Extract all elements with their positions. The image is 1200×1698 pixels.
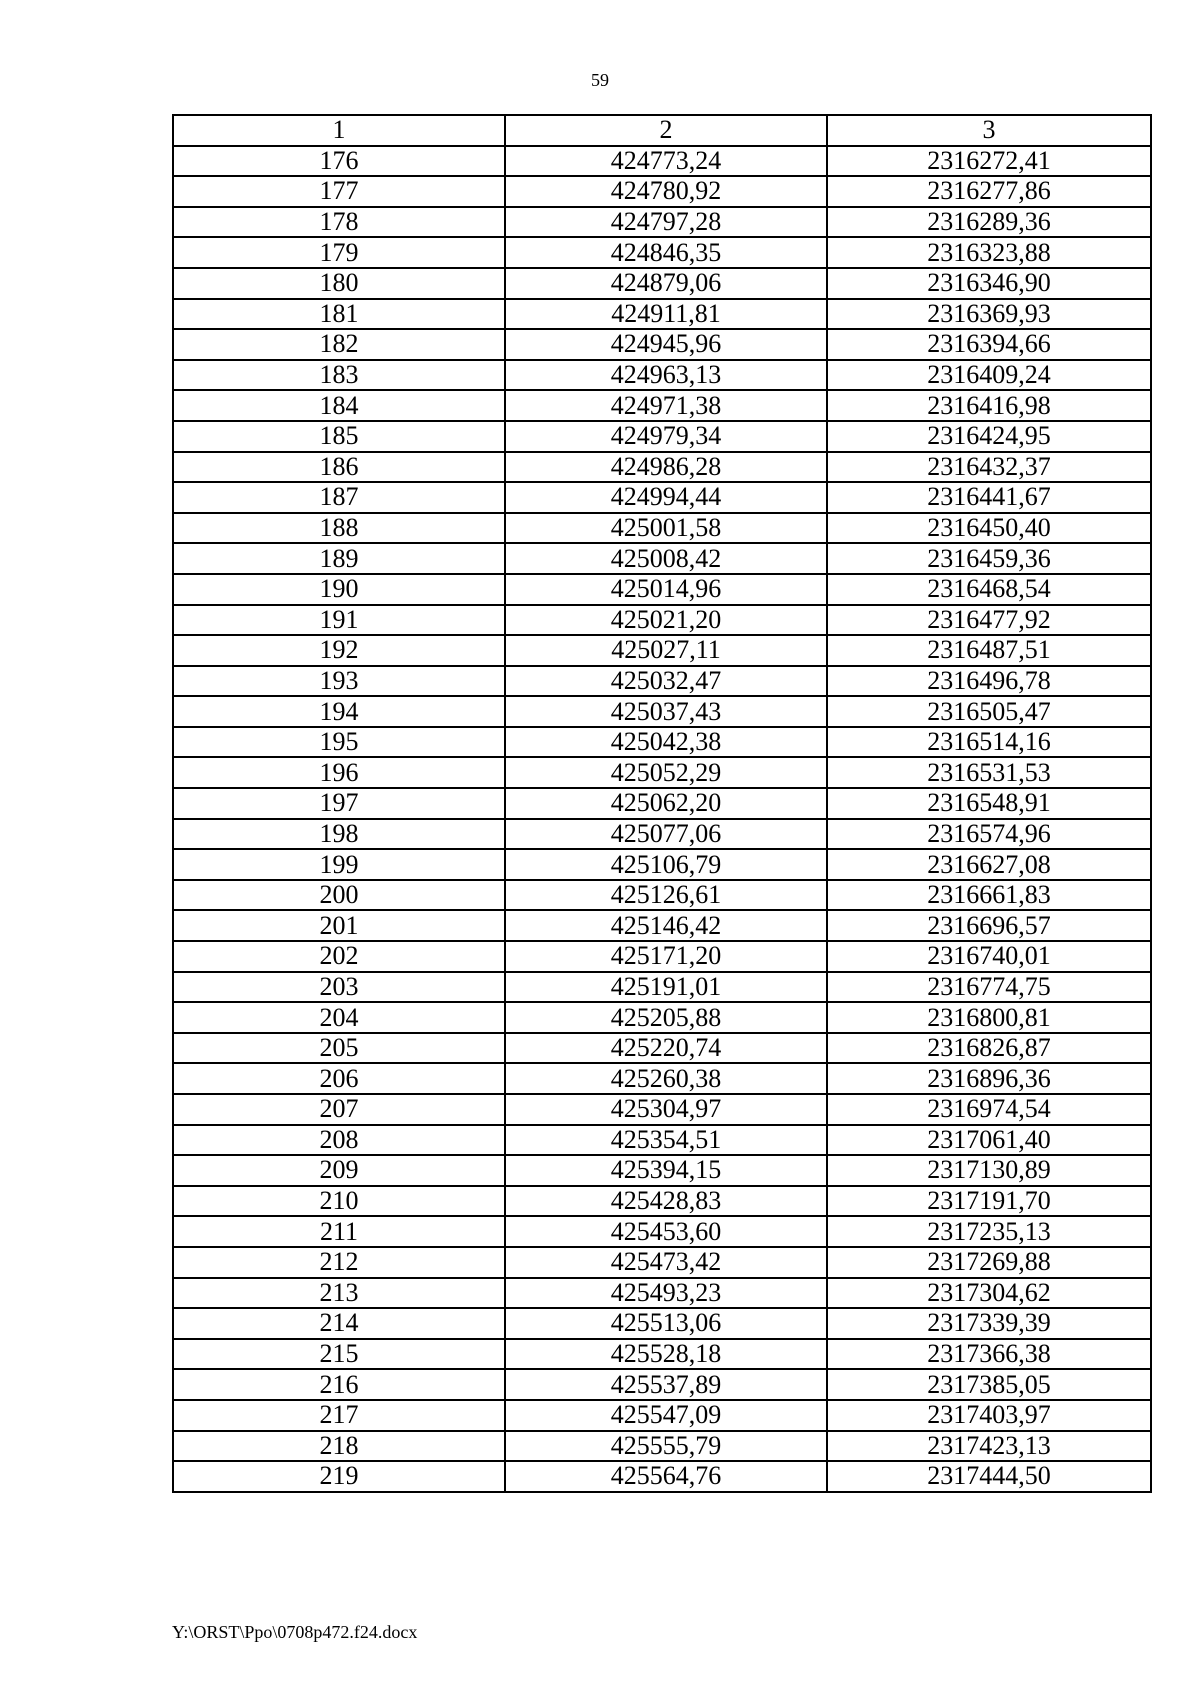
table-row — [173, 299, 1151, 330]
table-row — [173, 972, 1151, 1003]
table-cell: 205 — [173, 1033, 505, 1064]
table-row — [173, 146, 1151, 177]
table-cell: 2316323,88 — [827, 237, 1151, 268]
column-header: 3 — [827, 115, 1151, 146]
table-cell: 2316441,67 — [827, 482, 1151, 513]
table-row — [173, 1400, 1151, 1431]
table-cell: 425008,42 — [505, 543, 827, 574]
table-cell: 425493,23 — [505, 1278, 827, 1309]
table-cell: 2316477,92 — [827, 605, 1151, 636]
table-body — [173, 146, 1151, 1492]
table-cell: 192 — [173, 635, 505, 666]
table-row — [173, 788, 1151, 819]
table-cell: 425171,20 — [505, 941, 827, 972]
footer-file-path: Y:\ORST\Ppo\0708p472.f24.docx — [172, 1622, 418, 1642]
table-cell: 425428,83 — [505, 1186, 827, 1217]
column-header: 1 — [173, 115, 505, 146]
table-cell: 425220,74 — [505, 1033, 827, 1064]
table-row — [173, 635, 1151, 666]
column-header: 2 — [505, 115, 827, 146]
table-cell: 425564,76 — [505, 1461, 827, 1492]
table-row — [173, 237, 1151, 268]
table-row — [173, 1308, 1151, 1339]
table-cell: 425394,15 — [505, 1155, 827, 1186]
table-cell: 183 — [173, 360, 505, 391]
table-cell: 178 — [173, 207, 505, 238]
table-cell: 425528,18 — [505, 1339, 827, 1370]
table-cell: 2316574,96 — [827, 819, 1151, 850]
table-row — [173, 1094, 1151, 1125]
table-cell: 424773,24 — [505, 146, 827, 177]
table-cell: 181 — [173, 299, 505, 330]
table-cell: 2316826,87 — [827, 1033, 1151, 1064]
table-row — [173, 1278, 1151, 1309]
table-row — [173, 360, 1151, 391]
table-cell: 425555,79 — [505, 1431, 827, 1462]
table-cell: 2316468,54 — [827, 574, 1151, 605]
table-cell: 2316696,57 — [827, 910, 1151, 941]
table-cell: 2317444,50 — [827, 1461, 1151, 1492]
table-row — [173, 880, 1151, 911]
table-cell: 425014,96 — [505, 574, 827, 605]
table-cell: 187 — [173, 482, 505, 513]
table-cell: 215 — [173, 1339, 505, 1370]
table-cell: 2316514,16 — [827, 727, 1151, 758]
table-cell: 2316548,91 — [827, 788, 1151, 819]
table-cell: 425513,06 — [505, 1308, 827, 1339]
table-row — [173, 1002, 1151, 1033]
table-cell: 198 — [173, 819, 505, 850]
table-cell: 208 — [173, 1125, 505, 1156]
table-row — [173, 1186, 1151, 1217]
table-cell: 424971,38 — [505, 390, 827, 421]
table-cell: 188 — [173, 513, 505, 544]
table-cell: 2317235,13 — [827, 1216, 1151, 1247]
table-cell: 2316409,24 — [827, 360, 1151, 391]
table-row — [173, 574, 1151, 605]
header-row — [173, 115, 1151, 146]
table-cell: 425027,11 — [505, 635, 827, 666]
table-cell: 2316531,53 — [827, 757, 1151, 788]
table-cell: 2316487,51 — [827, 635, 1151, 666]
table-row — [173, 390, 1151, 421]
table-cell: 200 — [173, 880, 505, 911]
table-cell: 219 — [173, 1461, 505, 1492]
table-row — [173, 696, 1151, 727]
table-cell: 425126,61 — [505, 880, 827, 911]
table-cell: 425260,38 — [505, 1063, 827, 1094]
table-cell: 203 — [173, 972, 505, 1003]
table-row — [173, 1369, 1151, 1400]
table-cell: 2316896,36 — [827, 1063, 1151, 1094]
table-cell: 2316800,81 — [827, 1002, 1151, 1033]
table-cell: 204 — [173, 1002, 505, 1033]
table-cell: 2316424,95 — [827, 421, 1151, 452]
table-cell: 206 — [173, 1063, 505, 1094]
table-row — [173, 176, 1151, 207]
table-cell: 2317061,40 — [827, 1125, 1151, 1156]
table-cell: 210 — [173, 1186, 505, 1217]
table-cell: 424879,06 — [505, 268, 827, 299]
table-cell: 199 — [173, 849, 505, 880]
table-cell: 425001,58 — [505, 513, 827, 544]
table-cell: 424979,34 — [505, 421, 827, 452]
table-cell: 2316974,54 — [827, 1094, 1151, 1125]
table-row — [173, 329, 1151, 360]
table-row — [173, 207, 1151, 238]
table-cell: 2317269,88 — [827, 1247, 1151, 1278]
table-row — [173, 268, 1151, 299]
table-row — [173, 757, 1151, 788]
table-cell: 2316432,37 — [827, 452, 1151, 483]
table-cell: 2316369,93 — [827, 299, 1151, 330]
table-cell: 425062,20 — [505, 788, 827, 819]
table-row — [173, 1063, 1151, 1094]
table-cell: 185 — [173, 421, 505, 452]
table-cell: 2316774,75 — [827, 972, 1151, 1003]
table-cell: 425146,42 — [505, 910, 827, 941]
table-cell: 425537,89 — [505, 1369, 827, 1400]
table-row — [173, 727, 1151, 758]
table-cell: 424911,81 — [505, 299, 827, 330]
table-cell: 184 — [173, 390, 505, 421]
table-cell: 425547,09 — [505, 1400, 827, 1431]
table-cell: 424986,28 — [505, 452, 827, 483]
table-cell: 195 — [173, 727, 505, 758]
table-cell: 2316450,40 — [827, 513, 1151, 544]
table-cell: 211 — [173, 1216, 505, 1247]
table-row — [173, 452, 1151, 483]
table-cell: 2316346,90 — [827, 268, 1151, 299]
table-header — [173, 115, 1151, 146]
table-cell: 216 — [173, 1369, 505, 1400]
table-cell: 191 — [173, 605, 505, 636]
table-cell: 424945,96 — [505, 329, 827, 360]
table-cell: 425453,60 — [505, 1216, 827, 1247]
table-row — [173, 1155, 1151, 1186]
table-cell: 425042,38 — [505, 727, 827, 758]
table-cell: 424797,28 — [505, 207, 827, 238]
table-cell: 196 — [173, 757, 505, 788]
table-cell: 425106,79 — [505, 849, 827, 880]
table-cell: 209 — [173, 1155, 505, 1186]
table-cell: 425354,51 — [505, 1125, 827, 1156]
page-number: 59 — [591, 70, 609, 90]
table-cell: 2317304,62 — [827, 1278, 1151, 1309]
table-cell: 218 — [173, 1431, 505, 1462]
table-cell: 207 — [173, 1094, 505, 1125]
table-cell: 179 — [173, 237, 505, 268]
table-cell: 2316289,36 — [827, 207, 1151, 238]
table-cell: 190 — [173, 574, 505, 605]
table-cell: 2316272,41 — [827, 146, 1151, 177]
table-cell: 2317385,05 — [827, 1369, 1151, 1400]
table-cell: 180 — [173, 268, 505, 299]
table-row — [173, 819, 1151, 850]
table-cell: 197 — [173, 788, 505, 819]
table-cell: 189 — [173, 543, 505, 574]
table-cell: 2317423,13 — [827, 1431, 1151, 1462]
table-cell: 193 — [173, 666, 505, 697]
table-row — [173, 1216, 1151, 1247]
table-cell: 194 — [173, 696, 505, 727]
table-row — [173, 605, 1151, 636]
table-cell: 2316505,47 — [827, 696, 1151, 727]
table-cell: 212 — [173, 1247, 505, 1278]
table-row — [173, 941, 1151, 972]
table-cell: 425077,06 — [505, 819, 827, 850]
table-row — [173, 1247, 1151, 1278]
table-cell: 2316416,98 — [827, 390, 1151, 421]
table-cell: 425052,29 — [505, 757, 827, 788]
table-cell: 177 — [173, 176, 505, 207]
table-row — [173, 1033, 1151, 1064]
table-cell: 424963,13 — [505, 360, 827, 391]
table-row — [173, 666, 1151, 697]
table-cell: 424780,92 — [505, 176, 827, 207]
table-row — [173, 1125, 1151, 1156]
table-row — [173, 482, 1151, 513]
table-cell: 2317403,97 — [827, 1400, 1151, 1431]
table-cell: 2317191,70 — [827, 1186, 1151, 1217]
table-cell: 2316277,86 — [827, 176, 1151, 207]
table-cell: 425205,88 — [505, 1002, 827, 1033]
table-cell: 425021,20 — [505, 605, 827, 636]
table-cell: 217 — [173, 1400, 505, 1431]
table-cell: 2317339,39 — [827, 1308, 1151, 1339]
table-cell: 2316627,08 — [827, 849, 1151, 880]
table-cell: 201 — [173, 910, 505, 941]
table-row — [173, 910, 1151, 941]
table-cell: 424994,44 — [505, 482, 827, 513]
table-row — [173, 421, 1151, 452]
table-cell: 2316740,01 — [827, 941, 1151, 972]
table-row — [173, 1431, 1151, 1462]
table-cell: 2316661,83 — [827, 880, 1151, 911]
table-cell: 425304,97 — [505, 1094, 827, 1125]
table-cell: 425191,01 — [505, 972, 827, 1003]
table-cell: 2316394,66 — [827, 329, 1151, 360]
table-row — [173, 1461, 1151, 1492]
table-cell: 2316496,78 — [827, 666, 1151, 697]
table-cell: 2316459,36 — [827, 543, 1151, 574]
coordinates-table — [172, 114, 1152, 1493]
table-row — [173, 1339, 1151, 1370]
table-cell: 424846,35 — [505, 237, 827, 268]
table-cell: 214 — [173, 1308, 505, 1339]
table-cell: 202 — [173, 941, 505, 972]
table-cell: 425032,47 — [505, 666, 827, 697]
table-cell: 2317366,38 — [827, 1339, 1151, 1370]
table-cell: 425473,42 — [505, 1247, 827, 1278]
table-row — [173, 513, 1151, 544]
table-cell: 2317130,89 — [827, 1155, 1151, 1186]
table-cell: 182 — [173, 329, 505, 360]
table-cell: 186 — [173, 452, 505, 483]
table-cell: 176 — [173, 146, 505, 177]
table-row — [173, 543, 1151, 574]
table-row — [173, 849, 1151, 880]
table-cell: 213 — [173, 1278, 505, 1309]
table-cell: 425037,43 — [505, 696, 827, 727]
